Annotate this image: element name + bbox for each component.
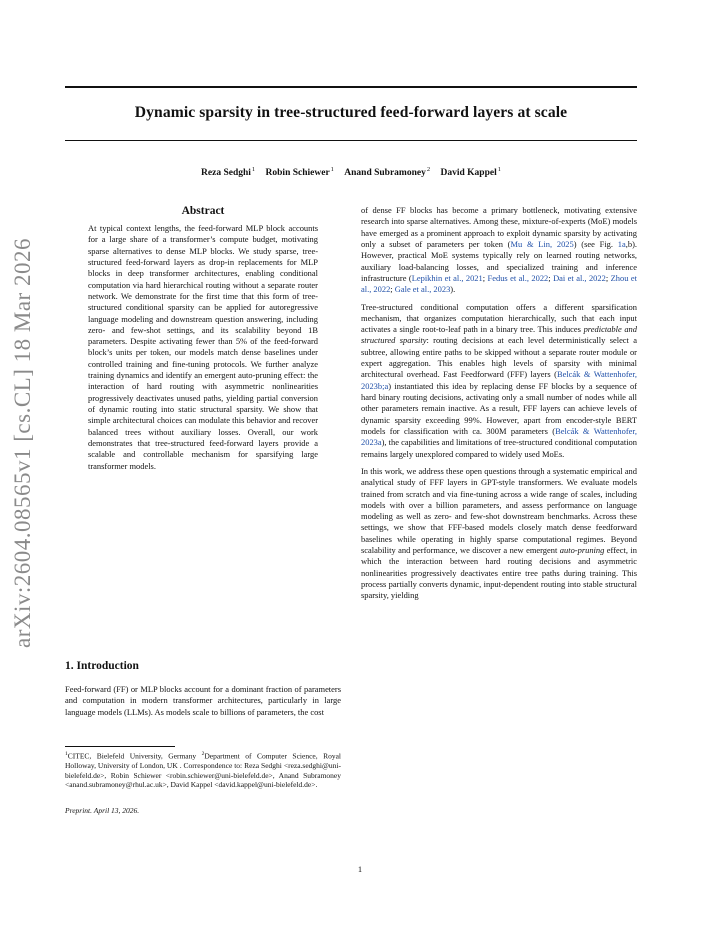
- citation-link[interactable]: Gale et al., 2023: [394, 284, 451, 295]
- figure-link[interactable]: 1a: [617, 238, 626, 249]
- section-heading-introduction: 1. Introduction: [65, 660, 139, 672]
- title-rule-top: [65, 86, 637, 88]
- footnote-rule: [65, 746, 175, 747]
- intro-paragraph: Feed-forward (FF) or MLP blocks account for a dominant fraction of parameters and computation in modern transformer architectures, particularly in large language models (LLMs). As models scale to billions of parameters, the cost: [65, 684, 341, 717]
- citation-link[interactable]: Belcák & Wattenhofer, 2023a: [361, 425, 638, 448]
- page-number: 1: [357, 864, 363, 874]
- body-paragraph: In this work, we address these open questions through a systematic empirical and analytical study of FFF layers in GPT-style transformers. We evaluate models trained from scratch and via fine-tuning across a wide range of scales, including models with over a billion parameters, and assess performance on language modeling as well as zero- and few-shot downstream benchmarks. Across these settings, we show that FFF-based models closely match dense feedforward baselines while operating in highly sparse computational regimes. Beyond scalability and performance, we discover a new emergent auto-pruning effect, in which the interaction between hard routing decisions and asymmetric nonlinearities progressively deactivates entire tree paths during training. This process partially converts dynamic, input-dependent routing into stable structural sparsity, yielding: [361, 465, 637, 601]
- preprint-note: Preprint. April 13, 2026.: [65, 806, 140, 815]
- author: Robin Schiewer$^1$: [265, 166, 334, 179]
- citation-link[interactable]: Zhou et al., 2022: [361, 272, 637, 295]
- citation-link[interactable]: Mu & Lin, 2025: [510, 238, 574, 249]
- abstract-text: At typical context lengths, the feed-forward MLP block accounts for a large share of a transformer’s compute budget, motivating sparse alternatives to dense MLP blocks. We study sparse, tree-structured feed-forward layers as drop-in replacements for MLP blocks in deep transformer architectures, enabling conditional computation via hard hierarchical routing without a separate router network. We demonstrate for the first time that this form of tree-structured conditional sparsity can be applied for autoregressive language modeling and downstream question answering, including zero- and few-shot settings, and its scalability beyond 1B parameters. Despite activating fewer than 5% of the feed-forward block’s units per token, our models match dense baselines under controlled training and fine-tuning protocols. We further analyze training dynamics and identify an emergent auto-pruning effect: the interaction of hard routing with asymmetric nonlinearities progressively deactivates unused paths, yielding partial conversion of dynamic routing into static structural sparsity. We show that simple architectural choices can modulate this behavior and recover balanced trees without auxiliary losses. Overall, our work demonstrates that tree-structured feed-forward layers provide a scalable and controllable mechanism for sparsifying large transformer models.: [88, 223, 318, 471]
- right-column: [361, 205, 637, 602]
- citation-link[interactable]: Lepikhin et al., 2021: [411, 272, 483, 283]
- author-list: [65, 166, 637, 178]
- title-rule-bottom: [65, 140, 637, 141]
- author: Anand Subramoney$^2$: [344, 166, 431, 179]
- citation-link[interactable]: Belcák & Wattenhofer, 2023b;a: [361, 369, 638, 391]
- author: Reza Sedghi$^1$: [201, 166, 256, 179]
- author: David Kappel$^1$: [440, 166, 501, 179]
- citation-link[interactable]: Fedus et al., 2022: [487, 272, 549, 283]
- left-column: [65, 205, 341, 472]
- paper-title: Dynamic sparsity in tree-structured feed-forward layers at scale: [134, 104, 568, 121]
- abstract-heading: Abstract: [181, 205, 225, 217]
- body-paragraph: of dense FF blocks has become a primary bottleneck, motivating extensive research into sparse alternatives. Among these, mixture-of-experts (MoE) models have emerged as a prominent approach to exploit dynamic sparsity by activating only a subset of parameters per token (Mu & Lin, 2025) (see Fig. 1a,b). However, practical MoE systems typically rely on learned routing networks, auxiliary load-balancing losses, and specialized training and inference infrastructure (Lepikhin et al., 2021; Fedus et al., 2022; Dai et al., 2022; Zhou et al., 2022; Gale et al., 2023).: [361, 205, 637, 295]
- citation-link[interactable]: Dai et al., 2022: [553, 272, 606, 283]
- body-paragraph: Tree-structured conditional computation offers a different sparsification mechanism, that organizes computation hierarchically, such that each input activates a single root-to-leaf path in a binary tree. This induces predictable and structured sparsity: routing decisions at each level deterministically select a subtree, allowing entire paths to be skipped without a separate router module or expert aggregation. This enables high levels of sparsity with minimal architectural overhead. Fast Feedforward (FFF) layers (Belcák & Wattenhofer, 2023b;a) instantiated this idea by replacing dense FF blocks by a sequence of hard binary routing decisions, activating only a small number of nodes while all other parameters remain inactive. As a result, FFF layers can achieve levels of dynamic sparsity exceeding 99%. However, apart from encoder-style BERT models for classification with ca. 300M parameters (Belcák & Wattenhofer, 2023a), the capabilities and limitations of tree-structured conditional computation remains largely unexplored compared to widely used MoEs.: [361, 301, 638, 459]
- affiliation-footnote: $^1$CITEC, Bielefeld University, Germany $^2$Department of Computer Science, Royal Holloway, University of London, UK . Correspondence to: Reza Sedghi <reza.sedghi@uni-bielefeld.de>, Robin Schiewer <robin.schiewer@uni-bielefeld.de>, Anand Subramoney <anand.subramoney@rhul.ac.uk>, David Kappel <david.kappel@uni-bielefeld.de>.: [65, 751, 341, 790]
- arxiv-identifier: arXiv:2604.08565v1 [cs.CL] 18 Mar 2026: [10, 238, 35, 648]
